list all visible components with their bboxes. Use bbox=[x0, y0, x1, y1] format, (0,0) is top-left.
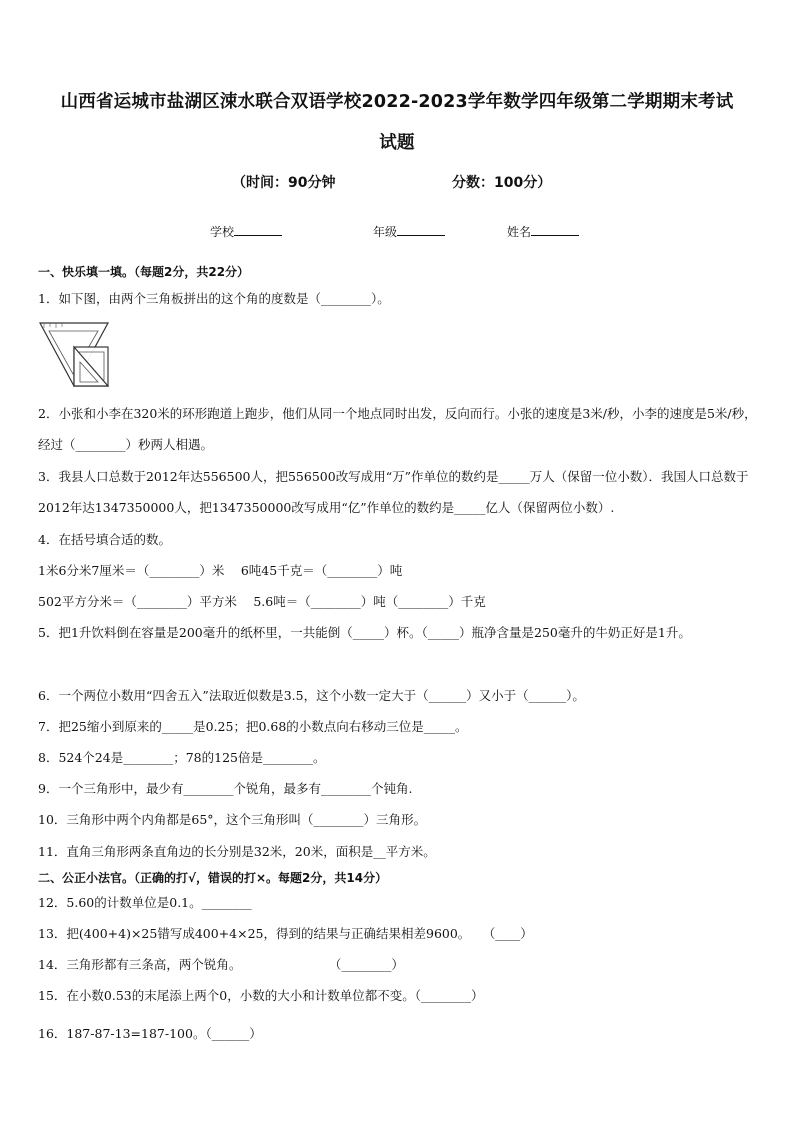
exam-title-line2: 试题 bbox=[379, 133, 415, 153]
question-11: 11．直角三角形两条直角边的长分别是32米，20米，面积是__平方米。 bbox=[38, 844, 436, 859]
name-field bbox=[507, 223, 579, 240]
question-9: 9．一个三角形中，最少有________个锐角，最多有________个钝角. bbox=[38, 781, 413, 796]
question-12: 12．5.60的计数单位是0.1。________ bbox=[38, 895, 252, 910]
name-label: 姓名 bbox=[507, 225, 532, 239]
question-14: 14．三角形都有三条高，两个锐角。 （________） bbox=[38, 957, 404, 972]
question-8: 8．524个24是________；78的125倍是________。 bbox=[38, 750, 326, 765]
question-4: 4．在括号填合适的数。 bbox=[38, 532, 171, 547]
section-2-heading: 二、公正小法官。（正确的打√，错误的打×。每题2分，共14分） bbox=[38, 871, 388, 885]
school-label: 学校 bbox=[210, 225, 235, 239]
question-13: 13．把(400+4)×25错写成400+4×25，得到的结果与正确结果相差9600。 （____） bbox=[38, 926, 533, 941]
name-blank[interactable] bbox=[531, 223, 579, 236]
question-16: 16．187-87-13=187-100。（______） bbox=[38, 1026, 262, 1041]
question-5: 5．把1升饮料倒在容量是200毫升的纸杯里，一共能倒（_____）杯。（_____）瓶净含量是250毫升的牛奶正好是1升。 bbox=[38, 625, 691, 640]
section-1-heading: 一、快乐填一填。（每题2分，共22分） bbox=[38, 265, 250, 279]
grade-field bbox=[373, 223, 445, 240]
exam-time: （时间：90分钟 bbox=[232, 175, 336, 191]
exam-title-line1: 山西省运城市盐湖区涑水联合双语学校2022-2023学年数学四年级第二学期期末考试 bbox=[60, 92, 734, 112]
question-4b: 502平方分米＝（________）平方米 5.6吨＝（________）吨（________）千克 bbox=[38, 594, 486, 609]
exam-score: 分数：100分） bbox=[452, 175, 552, 191]
question-1: 1．如下图，由两个三角板拼出的这个角的度数是（________）。 bbox=[38, 291, 390, 306]
question-2: 2．小张和小李在320米的环形跑道上跑步，他们从同一个地点同时出发，反向而行。小张的速度是3米/秒，小李的速度是5米/秒，经过（________）秒两人相遇。 bbox=[38, 406, 757, 452]
school-field bbox=[210, 223, 282, 240]
question-4a: 1米6分米7厘米＝（________）米 6吨45千克＝（________）吨 bbox=[38, 563, 403, 578]
school-blank[interactable] bbox=[234, 223, 282, 236]
question-15: 15．在小数0.53的末尾添上两个0，小数的大小和计数单位都不变。（________） bbox=[38, 988, 484, 1003]
question-7: 7．把25缩小到原来的_____是0.25；把0.68的小数点向右移动三位是_____。 bbox=[38, 719, 468, 734]
question-3: 3．我县人口总数于2012年达556500人，把556500改写成用“万”作单位的数约是_____万人（保留一位小数）．我国人口总数于2012年达1347350000人，把1347350000改写成用“亿”作单位的数约是_____亿人（保留两位小数）. bbox=[38, 469, 749, 515]
set-square-figure bbox=[38, 320, 110, 390]
grade-blank[interactable] bbox=[397, 223, 445, 236]
question-10: 10．三角形中两个内角都是65°，这个三角形叫（________）三角形。 bbox=[38, 812, 427, 827]
grade-label: 年级 bbox=[373, 225, 398, 239]
question-6: 6．一个两位小数用“四舍五入”法取近似数是3.5，这个小数一定大于（______）又小于（______）。 bbox=[38, 688, 585, 703]
